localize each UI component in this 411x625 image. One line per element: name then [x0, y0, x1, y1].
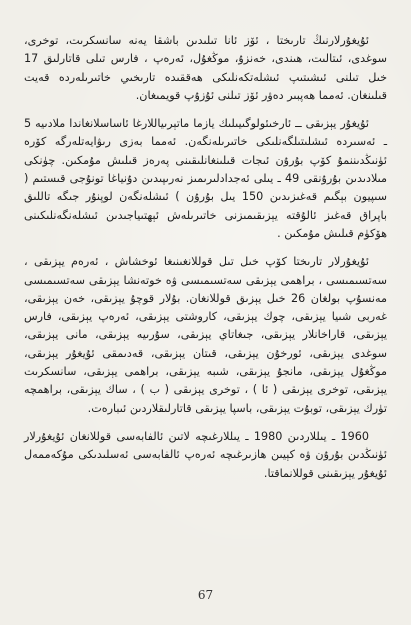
paragraph-2: ئۇيغۇر يېزىقى ــ ئارخىئولوگىيىلىك يازما ماتېرىياللارغا ئاساسلانغاندا ملادىيە 5 ـ ئەسىردە ئىشلىتىلگەنلىكى خاتىرىلەنگەن. ئەمما بەزى رىۋايەتلەرگە كۆرە ئۈنىڭدىننمۇ كۆپ بۇرۇن ئىجات قىلىنغانلىقىنى پەرەز قىلىش مۇمكىن. چۈنكى مىلادىدىن بۇرۇنقى 49 ـ يىلى ئەجدادلىرىمىز نەرىپىدىن دۇنياغا تونۇجى قىستىم ( سىپيون بېگىم قەغىزىدىن 150 يىل بۇرۇن ) ئىشلەنگەن لوپنۇر جىگە تاللىق باپراق قەغىز ئالۇقتە يېزىقىمىزنى خاتىرىلەش ئېھتىياجىدىن ئىشلەنگەنلىكىنى ھۆكۈم قىلىش مۇمكىن . [24, 117, 387, 240]
page-number: 67 [197, 588, 214, 602]
paragraph-1: ئۇيغۇرلارنىڭ تارىختا ، ئۆز ئانا تىلىدىن باشقا يەنە سانسكرىت، توخرى، سوغدى، ئىتالىت، ھىندى، خەنزۇ، موڭغۇل، ئەرەپ ، فارس تىلى قاتارلىق 17 خىل تىلنى ئىشىتىپ ئىشلەتكەنلىكى ھەققىدە تارىخىي خاتىرىلەردە قەيت قىلىنغان. ئەمما ھەپبىر دەۋر ئۆز تىلنى ئۇزۇپ قويمىغان. [24, 34, 387, 102]
paragraph-4: 1960 ـ يىللاردىن 1980 ـ يىللارغىچە لاتىن ئالفابەسى قوللانغان ئۇيغۇرلار ئۈنىڭدىن بۇرۇن ۋە كېيىن ھازىرغىچە ئەرەپ ئالفابەسى ئەسلىدىكى مۇكەممەل ئۇيغۇر يېزىقىنى قوللانماقتا. [24, 429, 387, 480]
paragraph-3: ئۇيغۇرلار تارىختا كۆپ خىل تىل قوللانغىنىغا ئوخشاش ، ئەرەم يېزىقى ، سەتسىمىسى ، براھمى يېزىقى سەتسىمىسى ۋە خوتەنشا يېزىقى سەتسىمىسى مەنسۇپ بولغان 26 خىل يېزىق قوللانغان. بۇلار قوچۇ يېزىقى، خەن يېزىقى، غەربى شىيا يېزىقى، چوك يېزىقى، كاروشتى يېزىقى، ئەرەپ يېزىقى، فارس يېزىقى، قاراخانلار يېزىقى، جىغاتاي يېزىقى، سۇرىيە يېزىقى، مانى يېزىقى، سوغدى يېزىقى، ئورخۇن يېزىقى، قىتان يېزىقى، قەدىمقى ئۇيغۇر يېزىقى، موڭغۇل يېزىقى، مانجۇ يېزىقى، شىبە يېزىقى، براھمى يېزىقى، سانسكرىت يېزىقى، توخرى يېزىقى ( ئا ) ، توخرى يېزىقى ( ب ) ، ساك يېزىقى، براھمچە تۈرك يېزىقى، توبۇت يېزىقى، باسپا يېزىقى قاتارلىقلاردىن ئىبارەت. [24, 255, 387, 415]
body-text [24, 32, 387, 493]
